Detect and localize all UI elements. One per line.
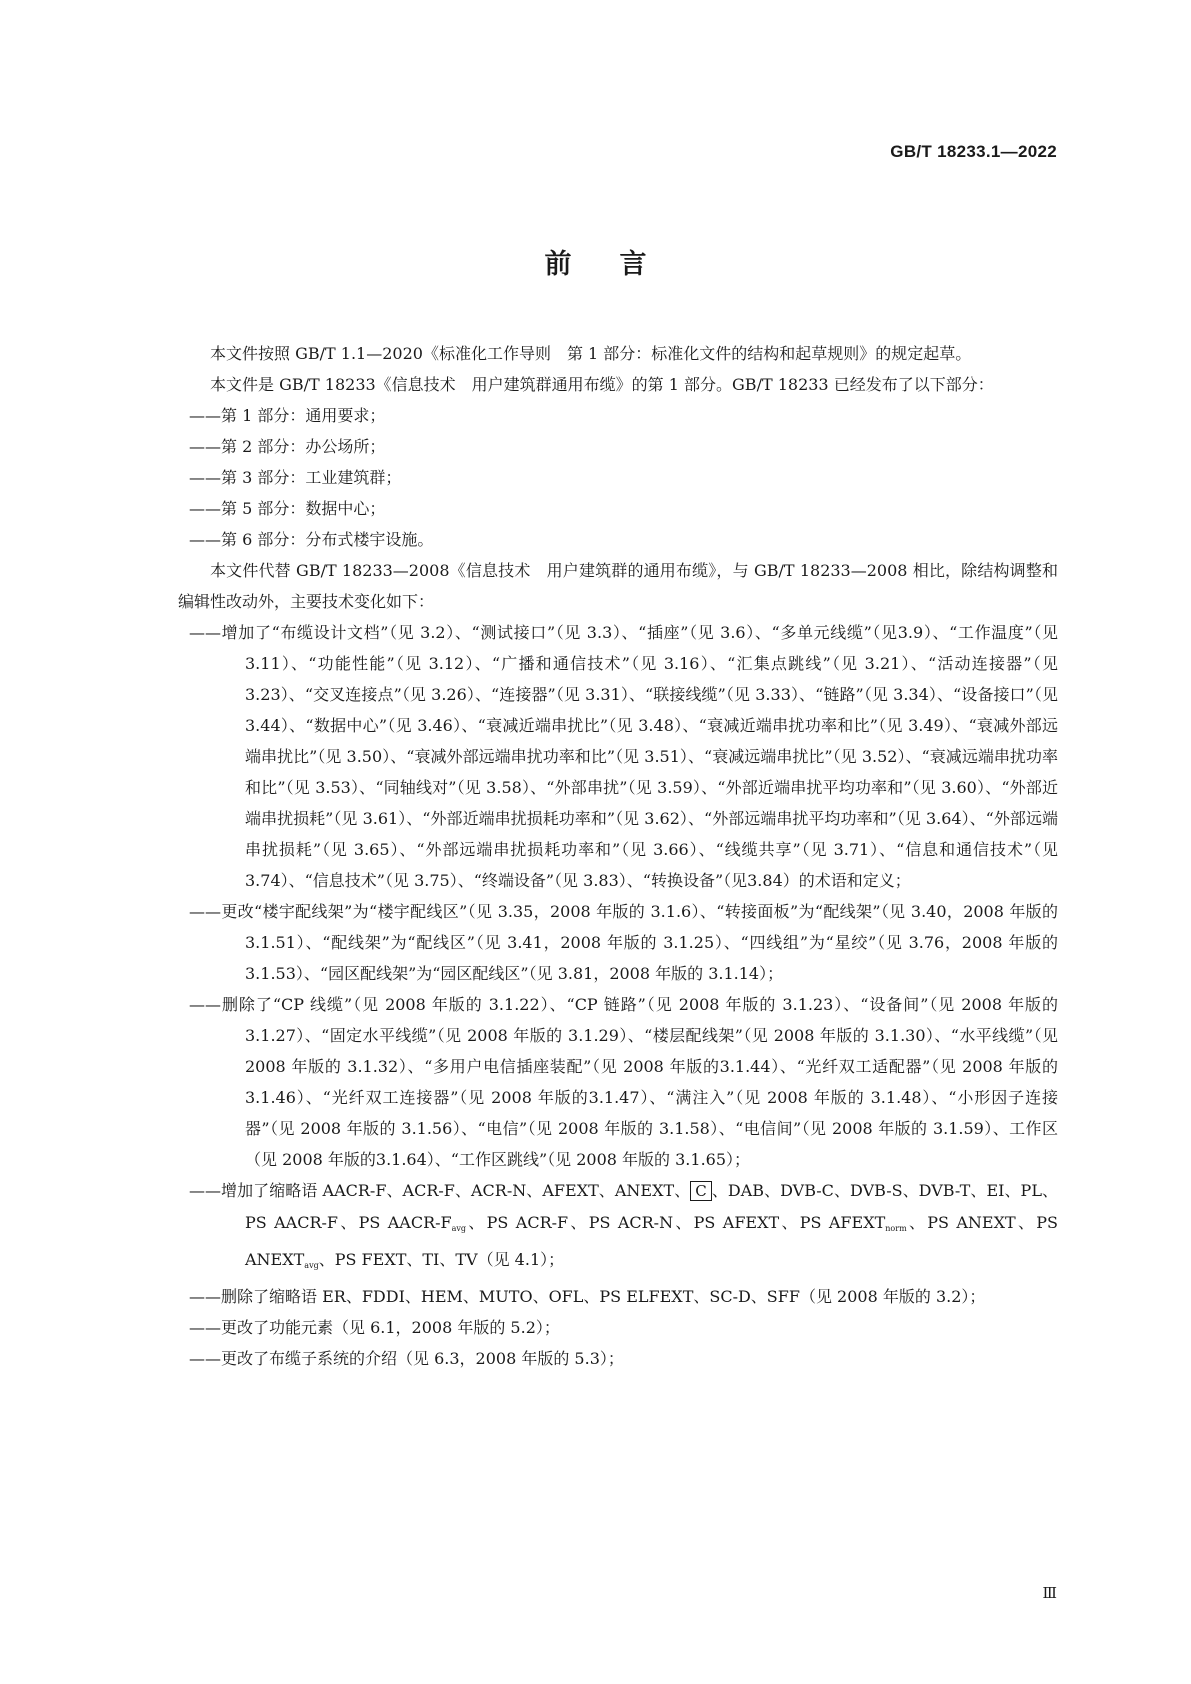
change-item-functional-elements: ——更改了功能元素（见 6.1，2008 年版的 5.2）； (189, 1318, 560, 1337)
paragraph-replacement: 本文件代替 GB/T 18233—2008《信息技术 用户建筑群的通用布缆》，与 GB/T 18233—2008 相比，除结构调整和编辑性改动外，主要技术变化如下： (178, 561, 1058, 611)
change-item-deleted-terms: ——删除了“CP 线缆”（见 2008 年版的 3.1.22）、“CP 链路”（见 2008 年版的 3.1.23）、“设备间”（见 2008 年版的 3.1.27）、“固定水平线缆”（见 2008 年版的 3.1.29）、“楼层配线架”（见 2008 年版的 3.1.30）、“水平线缆”（见 2008 年版的 3.1.32）、“多用户电信插座装配”（见 2008 年版的3.1.44）、“光纤双工适配器”（见 2008 年版的 3.1.46）、“光纤双工连接器”（见 2008 年版的3.1.47）、“满注入”（见 2008 年版的 3.1.48）、“小形因子连接器”（见 2008 年版的 3.1.56）、“电信”（见 2008 年版的 3.1.58）、“电信间”（见 2008 年版的 3.1.59）、工作区（见 2008 年版的3.1.64）、“工作区跳线”（见 2008 年版的 3.1.65）； (189, 995, 1058, 1169)
change-item-deleted-abbreviations: ——删除了缩略语 ER、FDDI、HEM、MUTO、OFL、PS ELFEXT、SC-D、SFF（见 2008 年版的 3.2）； (189, 1287, 986, 1306)
abbr-text: 、DAB、DVB-C、DVB-S、DVB-T、EI、PL、PS AACR-F、PS AACR-F (245, 1181, 1058, 1232)
list-item: ——第 2 部分：办公场所； (189, 437, 386, 456)
document-body (178, 338, 1058, 1374)
abbr-subscript: avg (304, 1261, 319, 1270)
list-item: ——第 1 部分：通用要求； (189, 406, 386, 425)
abbr-text: 、PS ANEXT、PS ANEXT (245, 1213, 1058, 1269)
page-title: 前言 (544, 249, 695, 280)
abbr-subscript: avg (451, 1224, 467, 1233)
abbr-lead: ——增加了缩略语 AACR-F、ACR-F、ACR-N、AFEXT、ANEXT、 (189, 1181, 691, 1200)
standard-number: GB/T 18233.1—2022 (890, 142, 1057, 161)
parts-list (178, 400, 1058, 555)
change-item-changed-terms: ——更改“楼宇配线架”为“楼宇配线区”（见 3.35，2008 年版的 3.1.6）、“转接面板”为“配线架”（见 3.40，2008 年版的 3.1.51）、“配线架”为“配线区”（见 3.41，2008 年版的 3.1.25）、“四线组”为“星绞”（见 3.76，2008 年版的 3.1.53）、“园区配线架”为“园区配线区”（见 3.81，2008 年版的 3.1.14）； (189, 902, 1058, 983)
page-number: Ⅲ (1042, 1584, 1057, 1602)
change-item-cabling-subsystems: ——更改了布缆子系统的介绍（见 6.3，2008 年版的 5.3）； (189, 1349, 624, 1368)
paragraph-series-intro: 本文件是 GB/T 18233《信息技术 用户建筑群通用布缆》的第 1 部分。GB/T 18233 已经发布了以下部分： (210, 375, 994, 394)
change-item-added-abbreviations (178, 1175, 1058, 1281)
list-item: ——第 3 部分：工业建筑群； (189, 468, 402, 487)
change-item-added-terms: ——增加了“布缆设计文档”（见 3.2）、“测试接口”（见 3.3）、“插座”（见 3.6）、“多单元线缆”（见3.9）、“工作温度”（见 3.11）、“功能性能”（见 3.12）、“广播和通信技术”（见 3.16）、“汇集点跳线”（见 3.21）、“活动连接器”（见 3.23）、“交叉连接点”（见 3.26）、“连接器”（见 3.31）、“联接线缆”（见 3.33）、“链路”（见 3.34）、“设备接口”（见 3.44）、“数据中心”（见 3.46）、“衰减近端串扰比”（见 3.48）、“衰减近端串扰功率和比”（见 3.49）、“衰减外部远端串扰比”（见 3.50）、“衰减外部远端串扰功率和比”（见 3.51）、“衰减远端串扰比”（见 3.52）、“衰减远端串扰功率和比”（见 3.53）、“同轴线对”（见 3.58）、“外部串扰”（见 3.59）、“外部近端串扰平均功率和”（见 3.60）、“外部近端串扰损耗”（见 3.61）、“外部近端串扰损耗功率和”（见 3.62）、“外部远端串扰平均功率和”（见 3.64）、“外部远端串扰损耗”（见 3.65）、“外部远端串扰损耗功率和”（见 3.66）、“线缆共享”（见 3.71）、“信息和通信技术”（见 3.74）、“信息技术”（见 3.75）、“终端设备”（见 3.83）、“转换设备”（见3.84）的术语和定义； (189, 623, 1058, 890)
abbr-tail: 、PS FEXT、TI、TV（见 4.1）； (318, 1250, 565, 1269)
abbr-text: 、PS ACR-F、PS ACR-N、PS AFEXT、PS AFEXT (466, 1213, 886, 1232)
paragraph-drafting-rules: 本文件按照 GB/T 1.1—2020《标准化工作导则 第 1 部分：标准化文件的结构和起草规则》的规定起草。 (210, 344, 972, 363)
abbr-subscript: norm (885, 1224, 907, 1233)
changes-list (178, 617, 1058, 1374)
list-item: ——第 6 部分：分布式楼宇设施。 (189, 530, 434, 549)
list-item: ——第 5 部分：数据中心； (189, 499, 386, 518)
boxed-marker: C (690, 1181, 711, 1201)
